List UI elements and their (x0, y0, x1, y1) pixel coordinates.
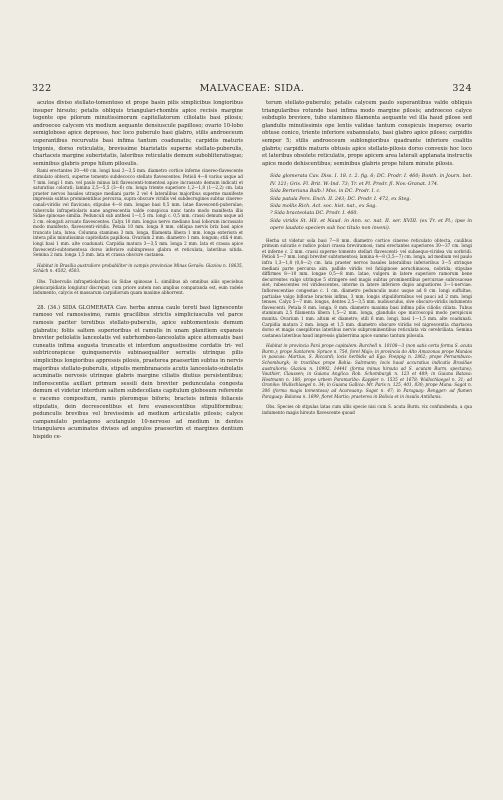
text-paragraph: 28. (34.) SIDA GLOMERATA Cav. herba annua caule tereti basi lignescente ramoso vel ramosissimo, ramis gracilibus strictis simpliciusculis vel parce ramosis pariter teretibus stellato-puberulis, apice subtomentosis demum glabratis; foliis saltem superioribus et ramulis in unam planitiem expansis breviter petiolatis lanceolatis vel subrhombeo-lanceolatis apice attenuatis basi cuneatis infima augusta truncatis et interdum angustissime cordatis tri- vel subtriconspicue quinquenerviis subinaequaliter serratis utrinque pilis simplicibus longioribus appressis pilosis, praeterea praesertim subtus in nervis majoribus stellato-puberulis, stipulis membranaceis acutis lanceolato-subulatis acuminatis nervosis utrinque glabris margine ciliatis diutius persistentibus; inflorescentia axillari primum sessili dein breviter pedunculata congesta demum et videtur interdum saltem subdecollans capitulum globosum referente e racemo compositum, ramis pleromque biforis; bracteis infimis foliaceis stipulatis, dein decrescentibus et fere evanescentibus stipuliformibus; pedunculis brevibus vel brevissimis ad medium articulatis pilosis; calyce campanulato pentagono acutangulo 10-nervoso ad medium in dentes triangulares acuminatos divisos ad angulos praesertim et margines dentium hispido ce- (33, 304, 243, 440)
synonym-entry (262, 196, 472, 203)
text-paragraph: ? Sida bracteolata DC. Prodr. I. 460. (270, 211, 358, 217)
page-number-left: 322 (32, 83, 52, 94)
synonym-entry (262, 218, 472, 233)
text-paragraph: terum stellato-puberulo; petalis calycem paulo superantibus valde obliquis triangularibus rotunde basi infima modo margine pilosis; androeceo calyce subduplo breviore, tubo stamineo filamenta aequante vel illa haud pilose sed glandulis minutissimis ope lentis validae tantum conspicuis insperso; ovario obtuse conico, triente inferiore subannulato, basi glabro apice piloso; carpidiis semper 5; stilis androeceum sublongioribus quadrante inferiore coalitis glabris; carpidiis maturis obtusis apice stellato-pilosis dorso convexis hoc loco et lateribus obsolete reticulatis, prope apicem area laterali applanata instructis apice modo dehiscentibus; seminibus glabris prope hilum minute pilosis. (262, 100, 472, 167)
text-paragraph: Sida mollis Rich. Act. soc. hist. nat., ex Sag. (270, 203, 377, 209)
text-paragraph: Obs. Tuberculis infrapetiolaribus iis Sidae spinosae L. similibus ab omnibus aliis speciebus plenicarpidiatis longiutur discrepat; cum priore autem non amplius comparanda est, eum radele indumento, calycis et massarum carpidiorum quam maxime abhorrent. (33, 279, 243, 296)
text-paragraph: Obs. Species ob stipulas latas cum ullis specie nisi cum S. acuta Burm. vix confundenda, a qua indumento magis hirsuto flavescente quoad (262, 404, 472, 415)
text-paragraph: Rami erectantes 20—40 cm. longi basi 2—3,5 mm. diametro cortice inferne cinereo-flavescente stimulato obtecti, superne tomento subdecocco stellato flavescentes. Petioli 4—8 varius usque ad 7 mm. longi 1 mm. vel paulo minus lati flavescenti-tomentosi apice incrassato demum indicati et saturatius colorati; lamina 2,5—5,5 (3—6) cm. longa triente superiore 1,2—1,8 (1—2,2) cm. lata praeter nervos basales utraque mediani parte 2 vel 4 lateralibus majoribus superne manifeste impressis subtus prominentibus percursa, supra obscure viridis vel subdecrugines subtus cinereo-canali-viridis vel flavicans; stipulae 4—8 mm. longae basi 0,5 mm. latae flavescenti-puberulae; tuberculis infrapetiolaris nane angrescentia valde conspicua nunc tanto modo manifesta illis Sidae spinosae similia. Pedunculi sub anthesi 1—1,5 cm. longi c. 0,5 mm. crassi demum usque ad 2 cm. elongati arcuato flavescentes. Calyx 10 mm. longus nervo mediano basi loborum incrassato modo manifesto, flavescenti-viridis. Petala 10 mm. longa 8 mm. obliqua nervis brix basi apice truncato lata, lutea. Columna staminea 3 mm. longa, filamenta libera 1 mm. longa exteriora et intera pilis minutissimis capitellatis papillosa. Ovarium 2 mm. diametro 1 mm. longum; stili 4 mm. longi basi 1 mm. alte coadunati. Carpidia matura 3—3,5 mm. longa 2 mm. lata et crassa apice flavescenti-subtomentosa dorso inferiore subimpresso glabra et reticulata, lateribus nitida. Semina 2 mm. longa 1,5 mm. lata et crassa obscure castanea. (33, 168, 243, 258)
page-header (32, 83, 472, 97)
text-paragraph: Sida glomerata Cav. Diss. I. 18. t. 2. fig. 6; DC. Prodr. I. 460; Bonth. in Journ. bot. IV. 121; Gris. Fl. Brit. W.-Ind. 73; Tr. et Pl. Prodr. fl. Nov.-Granat. 174. (270, 174, 472, 187)
text-paragraph: acutos diviso stellato-tomentoso et prope basin pilis simplicibus longioribus insuper hirsuto; petalis obliquis triangulari-rhombis apice recisis margine tegente ope pilorum minutissimorum capitellatorum ciliolatis basi pilosis; androeceo calycem vix medium aequante densiuscule papilloso; ovario 10-lobo semigloboso apice depresso, hoc loco puberulo basi glabro, stilis androeceum superantibus recurvatis basi infima tantum coadunatis; carpidiis maturis trigonis, dorso reticulatis, brevissime biaristatis superne stellato-puberulis, chartaceis margine suberistatis, lateribus reticulatis demum subobliteratisque; seminibus glabris prope hilum pilosulis. (33, 100, 243, 167)
text-paragraph: Sida patula Pers. Ench. II. 243; DC. Prodr. I. 472, ex Steg. (270, 196, 411, 202)
page-number-right: 324 (452, 83, 472, 94)
running-title: MALVACEAE: SIDA. (199, 83, 305, 94)
text-paragraph: Sida viridis St. Hil. et Naud. in Ann. sc. nat. II. ser. XVIII. (ex Tr. et Pl.; ipse in opere laudato speciem sub hoc titulo non inveni). (270, 218, 472, 232)
left-text-column (33, 100, 243, 745)
synonym-entry (262, 188, 472, 195)
synonym-entry (262, 210, 472, 217)
right-text-column (262, 100, 472, 745)
text-paragraph: Habitat in Brasilia australiore probabiliter in campis provinciae Minas Geraës: Glaziou n. 18635, Schäch n. 4502, 4503. (33, 262, 243, 274)
paragraph-spacer (33, 296, 243, 305)
synonym-entry (262, 173, 472, 188)
text-paragraph: Sida Berteriana Balb.! Mss. in DC. Prodr. I. c. (270, 189, 381, 195)
text-paragraph: Habitat in provincia Pará prope capitalem: Burchell n. 10108—3 (non satis certa forma S. acuta Burm.); prope Santarem: Spruce n. 754, forel Majo; in provincia do Alto Amazonas prope Manáos in pascuis: Martius, S. Riccardi; locis herbidis ad Ega: Poeppig n. 2862; prope Pernambuco: Schomburgk; in tractibus prope Bahia: Salzmann; locis haud accuratius indicatis Brasiliae australioris: Glaziou n. 10992, 14441 (forma minus hirsuta ad S. acutam Burm. spectans); Vauthier, Claussen; in Guiana Anglica: Rob. Schomburgk n. 123 et 489; in Guiana Batava: Hostmann n. 186; prope urbem Paramaribo: Kappler n. 1535 et 1678; Wullschlaegel n. 31; ad Oranike: Wullschlaegel n. 34; in Guiana Gallica: Mr. Paris n. 125, 401, 830; prope Mana: Sagot n. 306 (forma magis tomentosa) ad Acarouany: Sagot n. 47; in Paraguay: Rengger: ad flumen Paraguay: Balansa n. 1699, floret Martio; praeterea in Bolivia et in insulis Antillanis. (262, 343, 472, 399)
synonym-entry (262, 203, 472, 210)
text-paragraph: Herba ut videtur sola basi 7—8 mm. diametro cortice cinereo reticulato obtecta, caulibus primum sulcatis e radice polari crassa breviramosi; rami erectantes superiores 30—37 cm. longi et inferne c. 2 mm. crassi superne tomento stellari flavescenti- vel subaequo-viridea vix sorbridi. Petioli 5—7 mm. longi breviter subtomentosi; lamina 4—8 (3,5—7) cm. longa, ad medium vel paulo infra 1,3—1,8 (0,8—2) cm. lata praeter nervos basales lateralibus inferioribus 3—5 utrinque mediani parte percursa aim. pallide viridis vel fatiiginose aeruchinacea, nobrida; stipulae diffirmes 8—10 mm. longae 0,5—8 mm. latae, vulgeru in latere superiore ramorum bene decurrentes valgo utrinque 5 stringere sed magis subtus prominentibus percursae subrosaceae siet; rubescentes vel viridescentes, interne in latere inferiore dupio angustiores 3—1-nerviae. Inflorescentiae congestae c. 1 cm. diametro pedunculis nunc usque ad 8 cm. longi suffultae, partialae valgo biflorae bracteis infims, 3 mm. longis stipuliformibus vel pauci ad 2 mm. longi tenues. Calyx 5—7 mm. longus, dentes 2,5—3,5 mm. nudiusculus, sive obscuro-viridis indumento flavescenti. Petala 8 mm. longa, 8 mm. diametro maxima basi infima pilis ciliolis ciliata. Tubus staminum 2,5 filamenta libera 1,5—2 mm. longa, glandulis ope microscopii modo perspicuis munita. Ovarium 1 mm. altum et diametro; stili 6 mm. longi, basi 1—1,5 mm. alte coadunati. Carpidia matura 2 mm. longa et 1,5 mm. diametro obscure viridia vel nigrescentia chartacea dorso et magis caespiforus lateribus nervis subprominentibus reticulata vix cerebriliata. Semina castanea lateribus haud impressis glaberrima apice summo tantum pilosula. (262, 237, 472, 338)
